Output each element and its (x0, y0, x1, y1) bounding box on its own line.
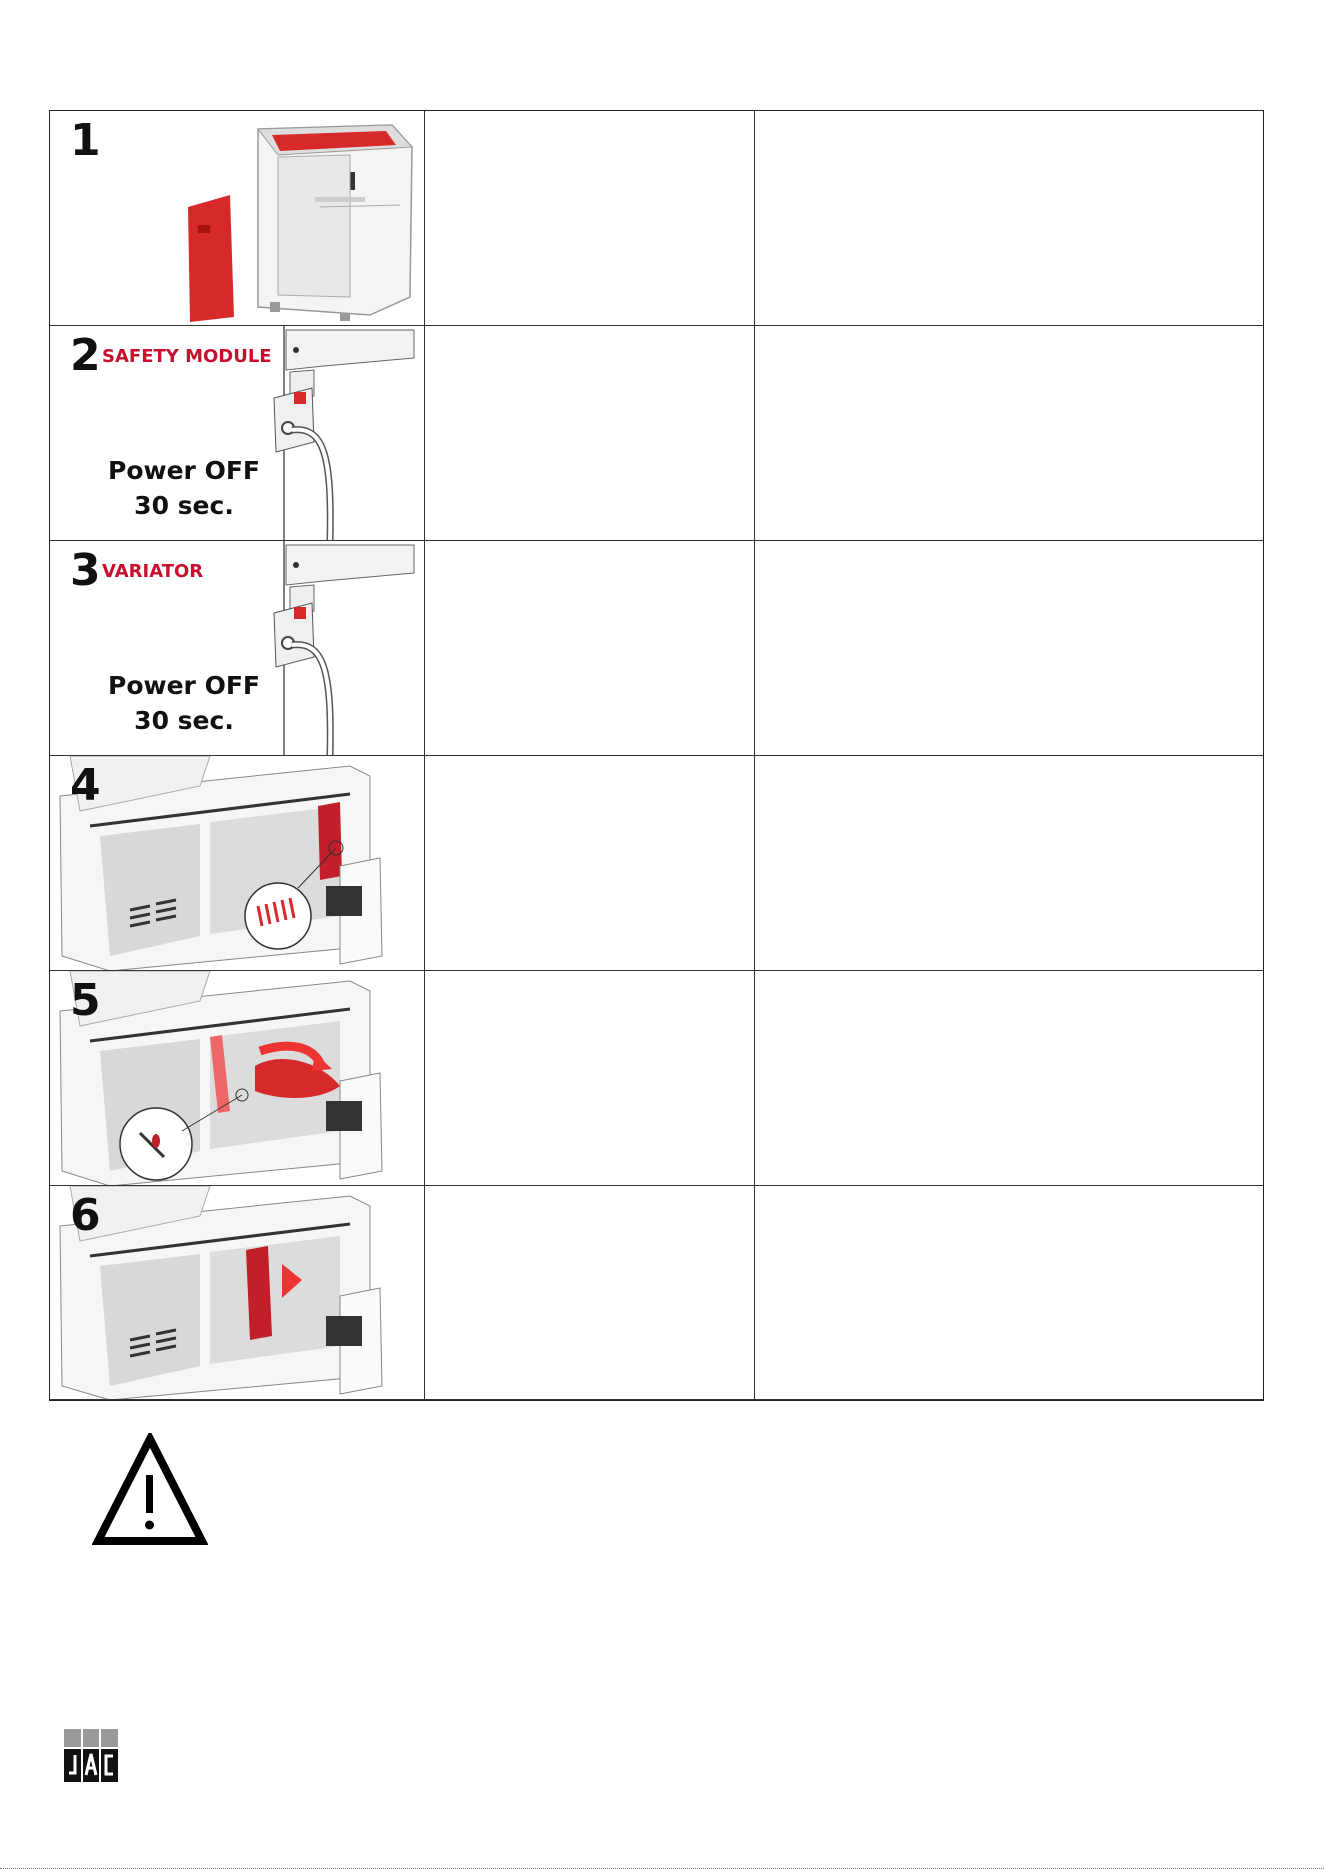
power-off-label: Power OFF (108, 456, 260, 485)
step-number: 1 (70, 115, 101, 166)
step-number: 4 (70, 760, 101, 811)
step-row-2 (50, 326, 1263, 541)
step-tag: SAFETY MODULE (102, 346, 272, 367)
warning-triangle-icon (92, 1433, 208, 1547)
step-note-cell (755, 111, 1263, 325)
cabinet-interior-illustration (50, 1186, 424, 1399)
cabinet-interior-illustration (50, 756, 424, 970)
power-off-note (84, 454, 284, 523)
step-image-cell (50, 971, 424, 1185)
step-row-4 (50, 756, 1263, 971)
step-image-cell (50, 326, 424, 540)
step-text-cell (425, 541, 754, 755)
column-divider (424, 111, 425, 1400)
step-image-cell (50, 756, 424, 970)
step-row-3 (50, 541, 1263, 756)
step-text-cell (425, 326, 754, 540)
step-image-cell (50, 1186, 424, 1399)
step-text-cell (425, 1186, 754, 1399)
step-note-cell (755, 541, 1263, 755)
step-text-cell (425, 756, 754, 970)
power-switch-illustration (264, 541, 424, 755)
column-divider (754, 111, 755, 1400)
step-text-cell (425, 111, 754, 325)
step-number: 5 (70, 975, 101, 1026)
power-off-label: Power OFF (108, 671, 260, 700)
step-number: 3 (70, 545, 101, 596)
step-note-cell (755, 326, 1263, 540)
step-number: 2 (70, 330, 101, 381)
cabinet-interior-illustration (50, 971, 424, 1185)
step-row-1 (50, 111, 1263, 326)
step-row-6 (50, 1186, 1263, 1400)
step-row-5 (50, 971, 1263, 1186)
step-note-cell (755, 1186, 1263, 1399)
instruction-table (49, 110, 1264, 1401)
step-tag: VARIATOR (102, 561, 204, 582)
step-note-cell (755, 756, 1263, 970)
power-off-note (84, 669, 284, 738)
power-switch-illustration (264, 326, 424, 540)
power-off-duration: 30 sec. (134, 490, 234, 520)
step-text-cell (425, 971, 754, 1185)
step-image-cell (50, 541, 424, 755)
power-off-duration: 30 sec. (134, 705, 234, 735)
step-image-cell (50, 111, 424, 325)
jac-logo (64, 1729, 118, 1782)
page-bottom-rule (0, 1868, 1324, 1871)
step-number: 6 (70, 1190, 101, 1241)
step-note-cell (755, 971, 1263, 1185)
shredder-door-illustration (160, 117, 420, 322)
